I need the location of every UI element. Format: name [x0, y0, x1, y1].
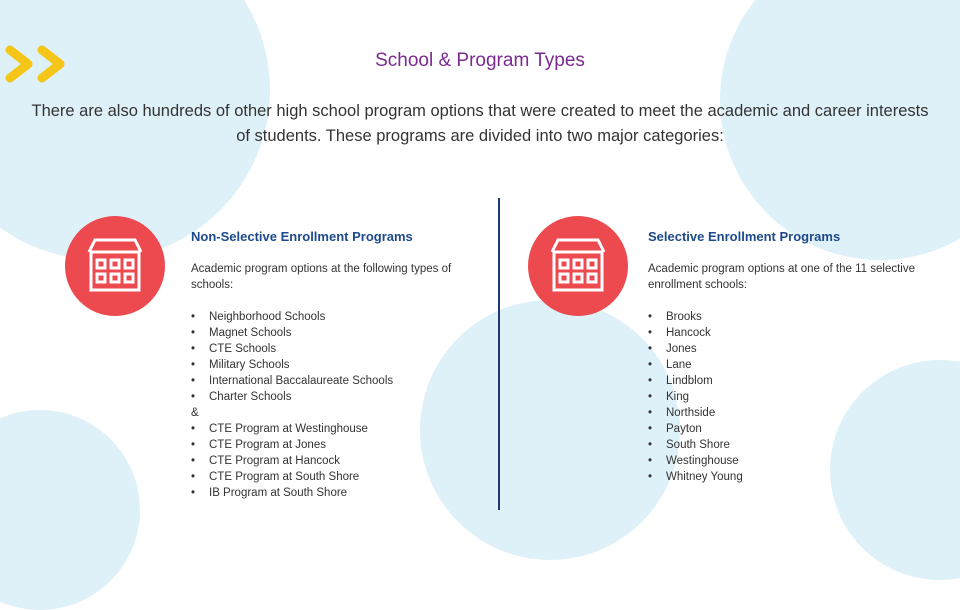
- list-item: • Payton: [648, 421, 948, 437]
- non-selective-heading: Non-Selective Enrollment Programs: [191, 229, 413, 244]
- list-item: • Lane: [648, 357, 948, 373]
- column-divider: [498, 198, 500, 510]
- non-selective-description: Academic program options at the following types of schools:: [191, 263, 452, 291]
- selective-list: [648, 309, 948, 485]
- list-item: • South Shore: [648, 437, 948, 453]
- list-item: • CTE Program at Hancock: [191, 453, 491, 469]
- non-selective-program-list: [191, 421, 491, 501]
- list-item: • Northside: [648, 405, 948, 421]
- selective-column: [648, 229, 948, 485]
- list-item: • Military Schools: [191, 357, 491, 373]
- list-item: • CTE Program at Jones: [191, 437, 491, 453]
- selective-description: Academic program options at one of the 11 selective enrollment schools:: [648, 263, 915, 291]
- list-item: • Magnet Schools: [191, 325, 491, 341]
- non-selective-list: [191, 309, 491, 405]
- list-item: • CTE Program at Westinghouse: [191, 421, 491, 437]
- list-item: • King: [648, 389, 948, 405]
- list-item: • CTE Schools: [191, 341, 491, 357]
- list-item: • Hancock: [648, 325, 948, 341]
- list-item: • Jones: [648, 341, 948, 357]
- list-item: • Lindblom: [648, 373, 948, 389]
- list-item: • IB Program at South Shore: [191, 485, 491, 501]
- intro-text: There are also hundreds of other high school program options that were created to meet the academic and career interests of students. These programs are divided into two major categories:: [31, 102, 929, 145]
- list-item: • CTE Program at South Shore: [191, 469, 491, 485]
- non-selective-column: [191, 229, 491, 501]
- list-item: • Neighborhood Schools: [191, 309, 491, 325]
- list-separator: &: [191, 407, 199, 419]
- selective-heading: Selective Enrollment Programs: [648, 229, 841, 244]
- page-title: School & Program Types: [375, 50, 585, 71]
- list-item: • International Baccalaureate Schools: [191, 373, 491, 389]
- list-item: • Brooks: [648, 309, 948, 325]
- list-item: • Westinghouse: [648, 453, 948, 469]
- school-building-icon: [65, 216, 165, 316]
- background-shape: [0, 410, 140, 610]
- list-item: • Charter Schools: [191, 389, 491, 405]
- school-building-icon: [528, 216, 628, 316]
- list-item: • Whitney Young: [648, 469, 948, 485]
